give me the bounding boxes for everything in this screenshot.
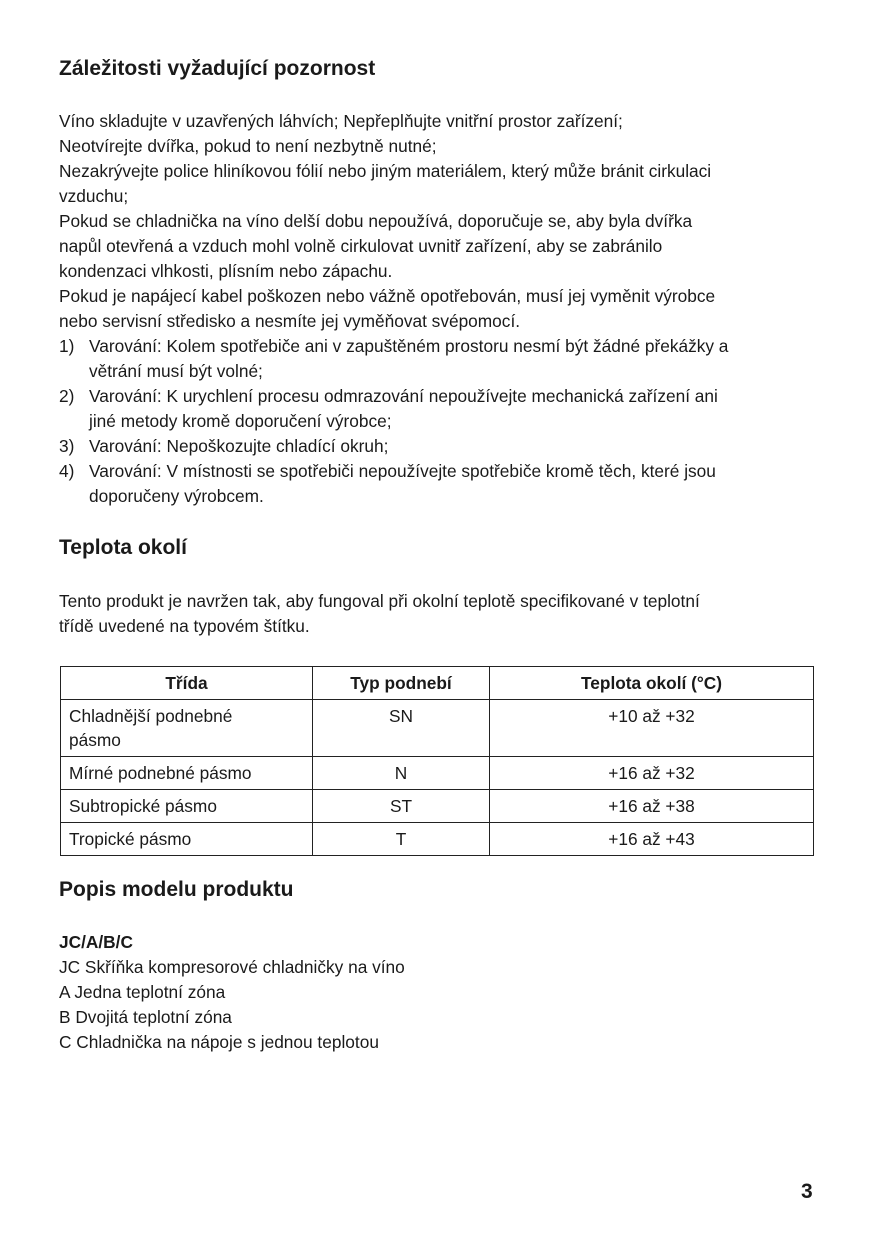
list-number: 2) (59, 386, 75, 406)
text-line: třídě uvedené na typovém štítku. (59, 616, 310, 636)
climate-class-table (60, 666, 814, 856)
text-line: Varování: Nepoškozujte chladící okruh; (89, 436, 389, 456)
text-line: jiné metody kromě doporučení výrobce; (89, 411, 392, 431)
text-line: Varování: Kolem spotřebiče ani v zapuštěném prostoru nesmí být žádné překážky a (89, 336, 729, 356)
table-cell: +16 až +38 (490, 790, 814, 823)
table-cell: +16 až +32 (490, 757, 814, 790)
column-header: Typ podnebí (313, 667, 490, 700)
text-line: Pokud se chladnička na víno delší dobu nepoužívá, doporučuje se, aby byla dvířka (59, 211, 693, 231)
text-line: A Jedna teplotní zóna (59, 982, 226, 1002)
warning-item (59, 334, 829, 384)
heading-attention: Záležitosti vyžadující pozornost (59, 57, 376, 80)
text-line: Pokud je napájecí kabel poškozen nebo vážně opotřebován, musí jej vyměnit výrobce (59, 286, 716, 306)
text-line: Neotvírejte dvířka, pokud to není nezbytně nutné; (59, 136, 437, 156)
table-cell: Chladnější podnebné pásmo (61, 700, 313, 757)
table-cell: Mírné podnebné pásmo (61, 757, 313, 790)
table-row (61, 700, 814, 757)
column-header: Třída (61, 667, 313, 700)
text-line: Tento produkt je navržen tak, aby fungoval při okolní teplotě specifikované v teplotní (59, 591, 700, 611)
text-line: B Dvojitá teplotní zóna (59, 1007, 232, 1027)
warning-item (59, 384, 829, 434)
text-line: Varování: V místnosti se spotřebiči nepoužívejte spotřebiče kromě těch, které jsou (89, 461, 716, 481)
list-number: 3) (59, 436, 75, 456)
text-line: JC Skříňka kompresorové chladničky na víno (59, 957, 405, 977)
table-row (61, 790, 814, 823)
table-header-row (61, 667, 814, 700)
heading-ambient-temperature: Teplota okolí (59, 536, 187, 559)
heading-model-description: Popis modelu produktu (59, 878, 294, 901)
model-description (59, 930, 405, 1055)
table-cell: +10 až +32 (490, 700, 814, 757)
text-line: Nezakrývejte police hliníkovou fólií nebo jiným materiálem, který může bránit cirkulaci (59, 161, 712, 181)
model-code: JC/A/B/C (59, 932, 133, 952)
table-cell: SN (313, 700, 490, 757)
attention-paragraph (59, 109, 829, 509)
list-number: 1) (59, 336, 75, 356)
text-line: větrání musí být volné; (89, 361, 263, 381)
table-cell: N (313, 757, 490, 790)
text-line: doporučeny výrobcem. (89, 486, 264, 506)
text-line: kondenzaci vlhkosti, plísním nebo zápachu. (59, 261, 393, 281)
table-row (61, 757, 814, 790)
text-line: C Chladnička na nápoje s jednou teplotou (59, 1032, 379, 1052)
table-row (61, 823, 814, 856)
page-number: 3 (801, 1180, 813, 1203)
table-cell: Tropické pásmo (61, 823, 313, 856)
text-line: nebo servisní středisko a nesmíte jej vyměňovat svépomocí. (59, 311, 521, 331)
text-line: napůl otevřená a vzduch mohl volně cirkulovat uvnitř zařízení, aby se zabránilo (59, 236, 663, 256)
table-cell: T (313, 823, 490, 856)
table-cell: +16 až +43 (490, 823, 814, 856)
warning-item (59, 434, 829, 459)
warning-item (59, 459, 829, 509)
text-line: vzduchu; (59, 186, 129, 206)
table-cell: Subtropické pásmo (61, 790, 313, 823)
text-line: Víno skladujte v uzavřených láhvích; Nepřeplňujte vnitřní prostor zařízení; (59, 111, 623, 131)
table-cell: ST (313, 790, 490, 823)
column-header: Teplota okolí (°C) (490, 667, 814, 700)
ambient-paragraph (59, 589, 700, 639)
list-number: 4) (59, 461, 75, 481)
text-line: Varování: K urychlení procesu odmrazování nepoužívejte mechanická zařízení ani (89, 386, 718, 406)
